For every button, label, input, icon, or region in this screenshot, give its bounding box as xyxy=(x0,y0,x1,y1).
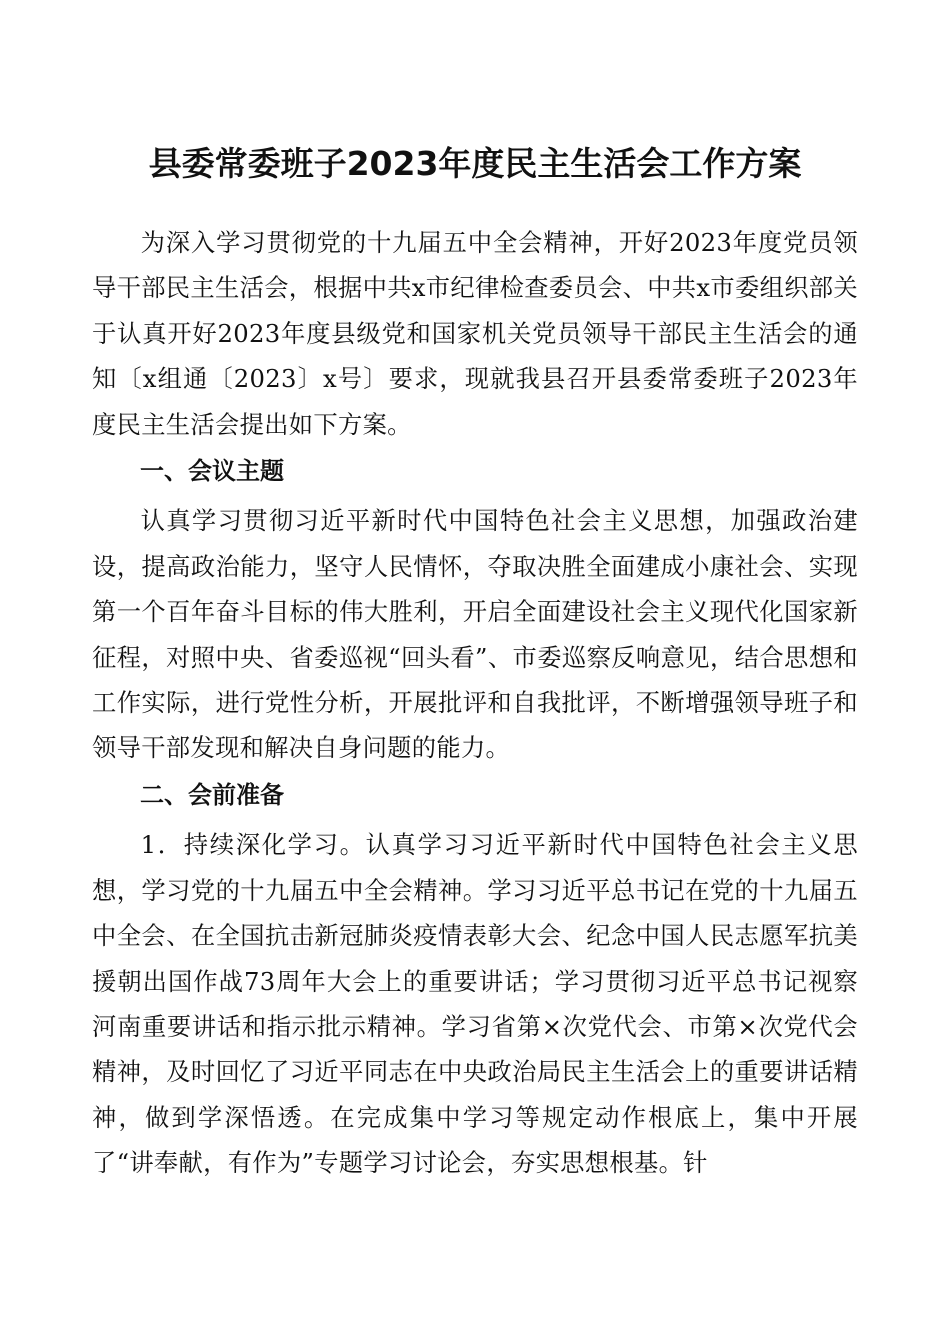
document-page xyxy=(92,136,858,1186)
intro-paragraph: 为深入学习贯彻党的十九届五中全会精神，开好2023年度党员领导干部民主生活会，根据中共x市纪律检查委员会、中共x市委组织部关于认真开好2023年度县级党和国家机关党员领导干部民主生活会的通知〔x组通〔2023〕x号〕要求，现就我县召开县委常委班子2023年度民主生活会提出如下方案。 xyxy=(92,228,858,439)
section-heading-meeting-theme: 一、会议主题 xyxy=(140,457,284,486)
section-body-preparation: 1．持续深化学习。认真学习习近平新时代中国特色社会主义思想，学习党的十九届五中全会精神。学习习近平总书记在党的十九届五中全会、在全国抗击新冠肺炎疫情表彰大会、纪念中国人民志愿军抗美援朝出国作战73周年大会上的重要讲话；学习贯彻习近平总书记视察河南重要讲话和指示批示精神。学习省第×次党代会、市第×次党代会精神，及时回忆了习近平同志在中央政治局民主生活会上的重要讲话精神，做到学深悟透。在完成集中学习等规定动作根底上，集中开展了“讲奉献，有作为”专题学习讨论会，夯实思想根基。针 xyxy=(92,830,858,1178)
section-heading-preparation: 二、会前准备 xyxy=(140,780,284,809)
section-body-meeting-theme: 认真学习贯彻习近平新时代中国特色社会主义思想，加强政治建设，提高政治能力，坚守人民情怀，夺取决胜全面建成小康社会、实现第一个百年奋斗目标的伟大胜利，开启全面建设社会主义现代化国家新征程，对照中央、省委巡视“回头看”、市委巡察反响意见，结合思想和工作实际，进行党性分析，开展批评和自我批评，不断增强领导班子和领导干部发现和解决自身问题的能力。 xyxy=(92,506,858,763)
document-title: 县委常委班子2023年度民主生活会工作方案 xyxy=(148,144,802,183)
